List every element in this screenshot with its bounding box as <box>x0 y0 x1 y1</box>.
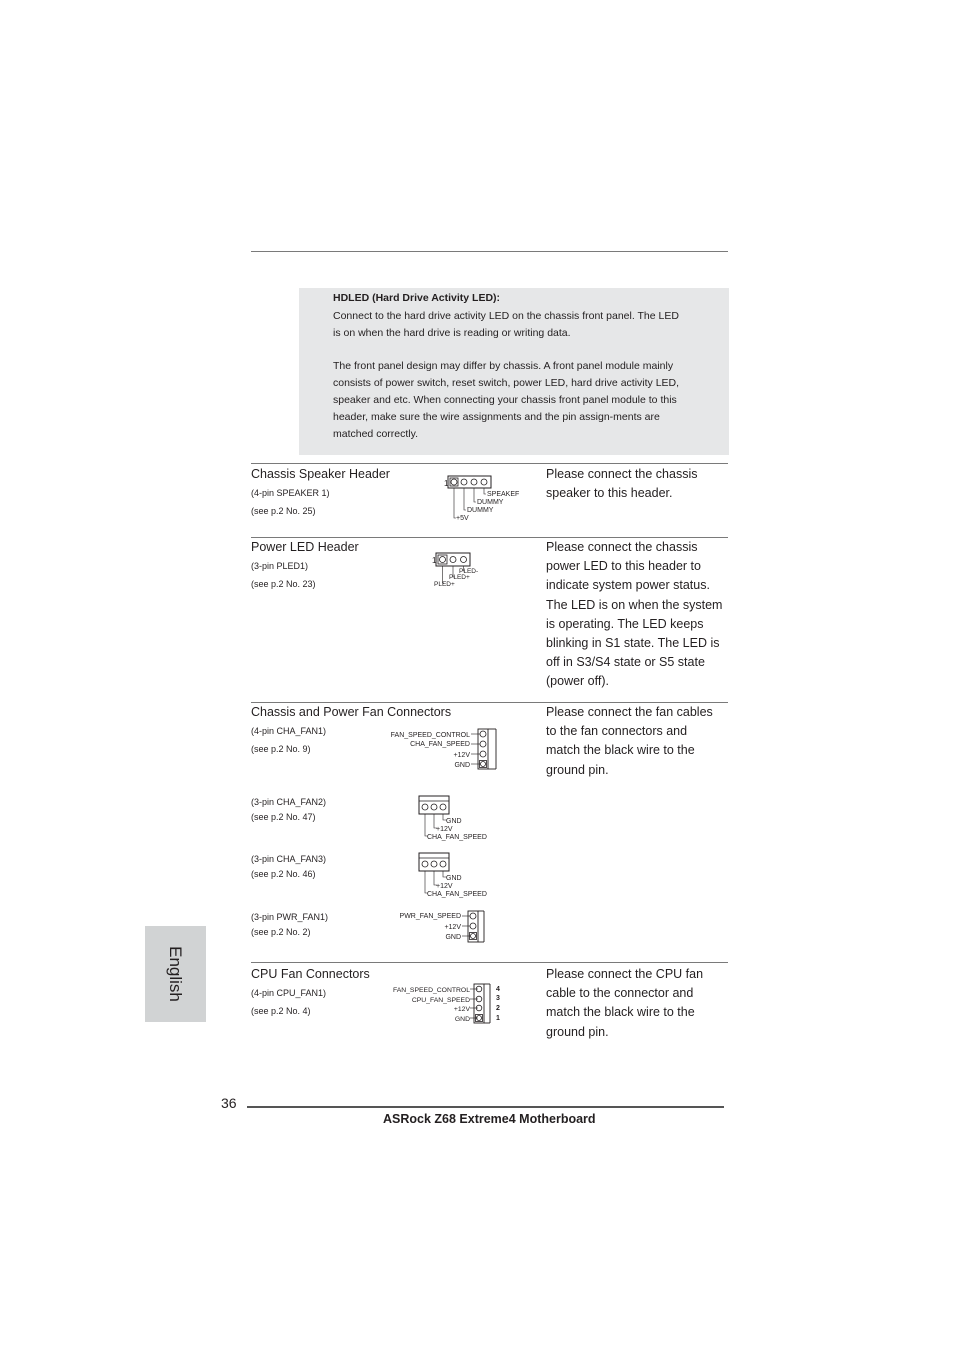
pled-desc: Please connect the chassis power LED to this header to indicate system power status. The LED is on when the system is operating. The LED keeps blinking in S1 state. The LED is off in S3/S4 state or S5 state (power off). <box>546 540 723 689</box>
pled-title: Power LED Header <box>251 540 359 554</box>
svg-text:GND: GND <box>445 934 461 941</box>
cha-fan3-sub: (3-pin CHA_FAN3) (see p.2 No. 46) <box>251 854 327 879</box>
svg-text:CHA_FAN_SPEED: CHA_FAN_SPEED <box>427 891 487 898</box>
speaker-header-diagram <box>440 472 520 526</box>
svg-text:CPU_FAN_SPEED: CPU_FAN_SPEED <box>411 997 470 1004</box>
hdled-text: Connect to the hard drive activity LED on the chassis front panel. The LED is on when the hard drive is reading or writing data. <box>333 310 679 339</box>
svg-text:GND: GND <box>446 875 462 882</box>
footer-title: ASRock Z68 Extreme4 Motherboard <box>383 1112 596 1126</box>
svg-text:1: 1 <box>444 479 449 488</box>
svg-text:GND: GND <box>454 762 470 769</box>
front-panel-note: The front panel design may differ by chassis. A front panel module mainly consists of power switch, reset switch, power LED, hard drive activity LED, speaker and etc. When connecting your chassis front panel module to this header, make sure the wire assignments and the pin assign-ments are matched correctly. <box>333 360 680 440</box>
svg-text:+12V: +12V <box>436 826 453 833</box>
fans-title: Chassis and Power Fan Connectors <box>251 705 452 719</box>
svg-text:+12V: +12V <box>453 1006 470 1013</box>
pwr-fan1-diagram <box>390 908 490 946</box>
svg-text:DUMMY: DUMMY <box>477 499 504 506</box>
svg-text:3: 3 <box>496 995 500 1002</box>
svg-text:GND: GND <box>446 818 462 825</box>
svg-text:+12V: +12V <box>453 752 470 759</box>
svg-text:FAN_SPEED_CONTROL: FAN_SPEED_CONTROL <box>392 987 470 994</box>
footer-rule <box>247 1106 724 1108</box>
svg-text:1: 1 <box>432 556 437 565</box>
svg-text:DUMMY: DUMMY <box>467 507 494 514</box>
cpu-fan-sub: (4-pin CPU_FAN1) (see p.2 No. 4) <box>251 988 327 1016</box>
svg-text:PLED+: PLED+ <box>434 581 455 588</box>
svg-text:+12V: +12V <box>436 883 453 890</box>
cha-fan1-sub: (4-pin CHA_FAN1) (see p.2 No. 9) <box>251 726 327 754</box>
pled-header-diagram <box>428 551 488 591</box>
top-rule <box>251 251 728 252</box>
speaker-rule <box>251 463 728 464</box>
svg-text:CHA_FAN_SPEED: CHA_FAN_SPEED <box>427 834 487 841</box>
svg-text:1: 1 <box>496 1015 500 1022</box>
svg-text:SPEAKEF: SPEAKEF <box>487 491 520 498</box>
language-tab-label: English <box>166 946 185 1002</box>
cpu-fan-rule <box>251 962 728 963</box>
svg-text:CHA_FAN_SPEED: CHA_FAN_SPEED <box>410 741 470 748</box>
cha-fan2-diagram <box>415 793 495 843</box>
pwr-fan1-sub: (3-pin PWR_FAN1) (see p.2 No. 2) <box>251 912 329 937</box>
svg-text:PLED-: PLED- <box>459 568 479 575</box>
cpu-fan-desc: Please connect the CPU fan cable to the connector and match the black wire to the ground pin. <box>546 967 704 1039</box>
speaker-desc: Please connect the chassis speaker to this header. <box>546 467 698 501</box>
fans-desc: Please connect the fan cables to the fan connectors and match the black wire to the ground pin. <box>546 705 713 777</box>
svg-text:+12V: +12V <box>444 924 461 931</box>
svg-text:GND: GND <box>454 1016 470 1023</box>
svg-text:2: 2 <box>496 1005 500 1012</box>
cha-fan3-diagram <box>415 850 495 900</box>
svg-text:FAN_SPEED_CONTROL: FAN_SPEED_CONTROL <box>390 732 470 739</box>
svg-text:+5V: +5V <box>456 515 469 522</box>
svg-text:PWR_FAN_SPEED: PWR_FAN_SPEED <box>399 913 461 920</box>
speaker-sub: (4-pin SPEAKER 1) (see p.2 No. 25) <box>251 488 330 516</box>
page-number: 36 <box>221 1095 237 1111</box>
cha-fan2-sub: (3-pin CHA_FAN2) (see p.2 No. 47) <box>251 797 327 822</box>
hdled-title: HDLED (Hard Drive Activity LED): <box>333 292 501 304</box>
cpu-fan-diagram <box>388 982 508 1026</box>
cpu-fan-title: CPU Fan Connectors <box>251 967 370 981</box>
svg-text:4: 4 <box>496 986 500 993</box>
speaker-title: Chassis Speaker Header <box>251 467 390 481</box>
cha-fan1-diagram <box>380 726 500 772</box>
pled-sub: (3-pin PLED1) (see p.2 No. 23) <box>251 561 316 589</box>
svg-text:PLED+: PLED+ <box>449 574 470 581</box>
